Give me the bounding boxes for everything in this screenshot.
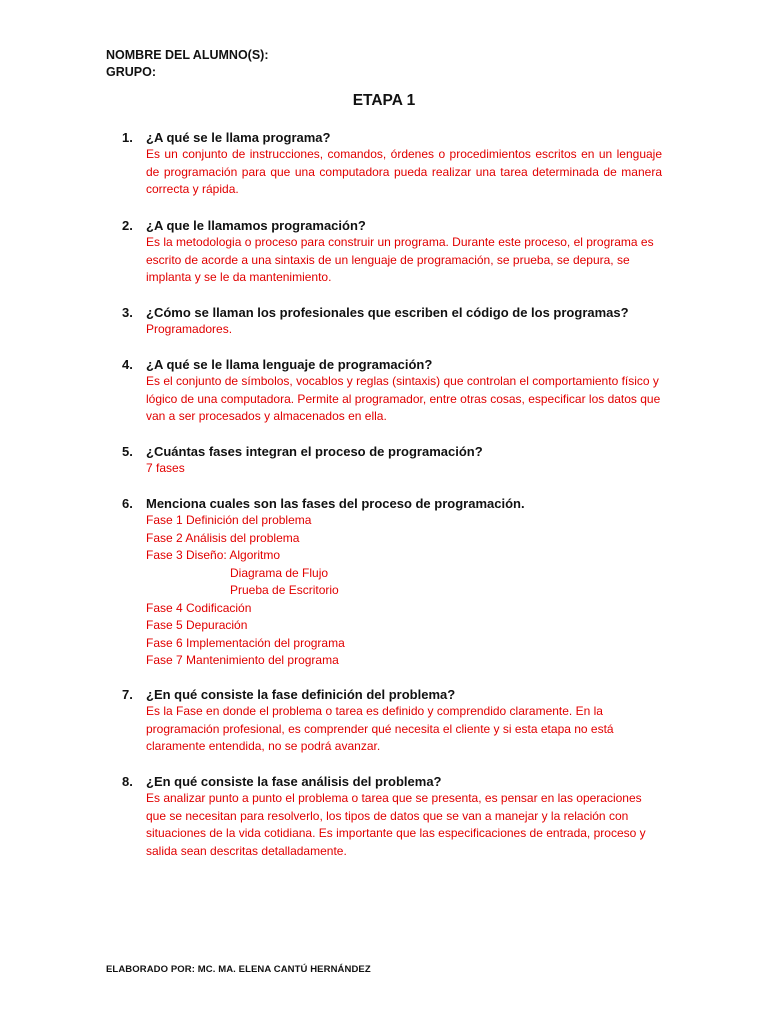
question-7 (122, 686, 662, 703)
phase-item: Fase 2 Análisis del problema (146, 530, 300, 545)
answer-7: Es la Fase en donde el problema o tarea es definido y comprendido claramente. En la programación profesional, es comprender qué necesita el cliente y si esta etapa no está claramente entendida, no se podrá avanzar. (146, 704, 614, 753)
phase-item: Fase 5 Depuración (146, 618, 248, 632)
question-text: ¿A que le llamamos programación? (146, 218, 366, 233)
question-block-1 (122, 129, 662, 199)
question-number: 6. (122, 496, 133, 511)
phase-item: Fase 3 Diseño: Algoritmo (146, 548, 281, 562)
phase-item: Fase 6 Implementación del programa (146, 635, 345, 650)
question-block-2 (122, 217, 662, 287)
student-name-label: NOMBRE DEL ALUMNO(S): (106, 48, 269, 62)
answer-4: Es el conjunto de símbolos, vocablos y reglas (sintaxis) que controlan el comportamiento físico y lógico de una computadora. Permite al programador, entre otras cosas, especificar los datos que van a ser procesados y almacenados en ella. (146, 374, 661, 423)
question-block-8 (122, 773, 662, 860)
question-block-3 (122, 304, 662, 339)
question-number: 7. (122, 687, 133, 702)
question-number: 4. (122, 357, 133, 372)
question-text: ¿Cuántas fases integran el proceso de programación? (146, 444, 483, 459)
question-number: 3. (122, 305, 133, 320)
answer-3: Programadores. (146, 322, 233, 336)
question-text: Menciona cuales son las fases del proceso de programación. (146, 496, 525, 511)
question-text: ¿A qué se le llama programa? (146, 130, 331, 145)
question-number: 1. (122, 130, 133, 145)
answer-1: Es un conjunto de instrucciones, comandos, órdenes o procedimientos escritos en un lenguaje de programación para que una computadora pueda realizar una tarea determinada de manera correcta y rápida. (146, 147, 662, 196)
phase-subitem: Prueba de Escritorio (230, 583, 339, 597)
phase-item: Fase 4 Codificación (146, 600, 252, 615)
question-number: 5. (122, 444, 133, 459)
question-text: ¿A qué se le llama lenguaje de programación? (146, 357, 433, 372)
question-block-5 (122, 443, 662, 478)
question-number: 8. (122, 774, 133, 789)
question-2 (122, 217, 662, 234)
question-block-6 (122, 495, 662, 670)
footer-author: ELABORADO POR: MC. MA. ELENA CANTÚ HERNÁNDEZ (106, 964, 371, 975)
question-8 (122, 773, 662, 790)
question-block-7 (122, 686, 662, 756)
page-title: ETAPA 1 (352, 92, 416, 109)
question-5 (122, 443, 662, 460)
question-6 (122, 495, 662, 512)
phase-item: Fase 7 Mantenimiento del programa (146, 653, 339, 667)
question-text: ¿Cómo se llaman los profesionales que escriben el código de los programas? (146, 305, 629, 320)
question-4 (122, 356, 662, 373)
question-block-4 (122, 356, 662, 426)
question-1 (122, 129, 662, 146)
phase-list (146, 512, 662, 670)
question-number: 2. (122, 218, 133, 233)
question-text: ¿En qué consiste la fase análisis del problema? (146, 774, 442, 789)
question-text: ¿En qué consiste la fase definición del problema? (146, 687, 456, 702)
answer-5: 7 fases (146, 461, 185, 475)
answer-8: Es analizar punto a punto el problema o tarea que se presenta, es pensar en las operaciones que se necesitan para resolverlo, los tipos de datos que se van a manejar y la relación con situaciones de la vida cotidiana. Es importante que las especificaciones de entrada, proceso y salida sean descritas detalladamente. (146, 791, 646, 858)
phase-item: Fase 1 Definición del problema (146, 513, 312, 527)
phase-subitem: Diagrama de Flujo (230, 565, 329, 580)
question-3 (122, 304, 662, 321)
answer-2: Es la metodologia o proceso para construir un programa. Durante este proceso, el programa es escrito de acorde a una sintaxis de un lenguaje de programación, se prueba, se depura, se implanta y se le da mantenimiento. (146, 235, 654, 284)
group-label: GRUPO: (106, 65, 156, 79)
